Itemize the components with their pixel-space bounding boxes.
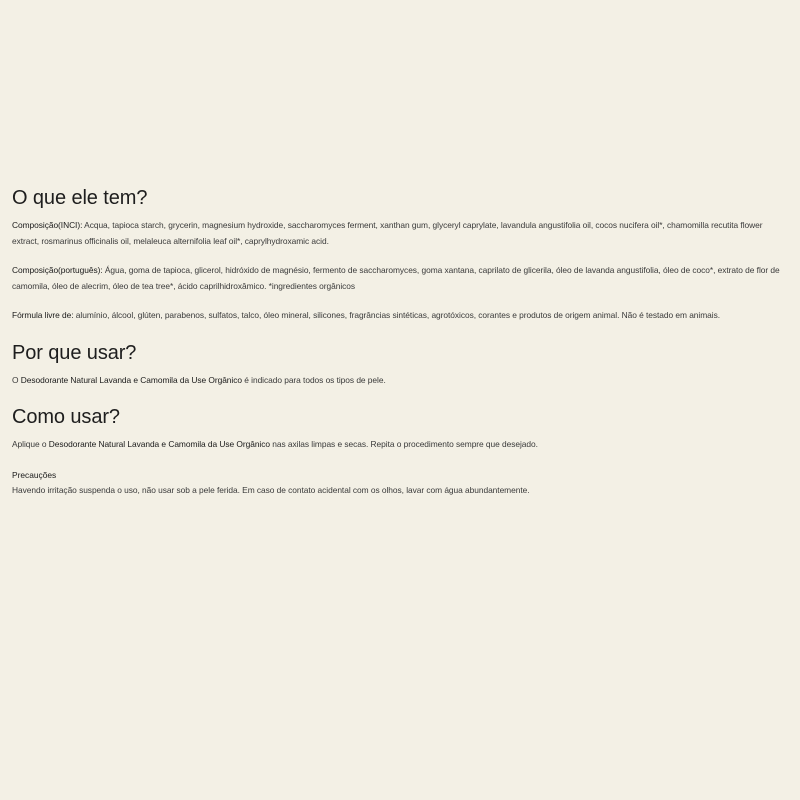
- precautions-title: Precauções: [12, 469, 57, 480]
- heading-what-it-has: O que ele tem?: [12, 187, 148, 209]
- composition-portuguese: [12, 263, 784, 294]
- free-formula-text: alumínio, álcool, glúten, parabenos, sulfatos, talco, óleo mineral, silicones, fragrâncias sintéticas, agrotóxicos, corantes e produtos de origem animal. Não é testado em animais.: [73, 310, 720, 320]
- why-use-suffix: é indicado para todos os tipos de pele.: [241, 374, 386, 385]
- composition-portuguese-text: Água, goma de tapioca, glicerol, hidróxido de magnésio, fermento de saccharomyces, goma xantana, caprilato de glicerila, óleo de lavanda angustifolia, óleo de coco*, extrato de flor de camomila, óleo de alecrim, óleo de tea tree*, ácido caprilhidroxâmico. *ingredientes orgânicos: [12, 265, 780, 291]
- how-to-use-prefix: Aplique o: [12, 439, 49, 449]
- why-use-text: [12, 373, 784, 389]
- how-to-use-text: [12, 437, 784, 453]
- free-formula: [12, 308, 784, 324]
- composition-inci: [12, 218, 784, 249]
- why-use-product-name: Desodorante Natural Lavanda e Camomila da Use Orgânico: [20, 374, 242, 385]
- heading-how-to-use: Como usar?: [12, 406, 120, 428]
- why-use-prefix: O: [12, 374, 21, 385]
- heading-why-use: Por que usar?: [12, 341, 137, 364]
- section-what-it-has: [12, 185, 784, 324]
- free-formula-label: Fórmula livre de:: [12, 310, 74, 320]
- how-to-use-suffix: nas axilas limpas e secas. Repita o procedimento sempre que desejado.: [270, 439, 538, 449]
- composition-inci-label: Composição(INCI):: [12, 220, 83, 230]
- composition-inci-text: Acqua, tapioca starch, grycerin, magnesium hydroxide, saccharomyces ferment, xanthan gum, glyceryl caprylate, lavandula angustifolia oil, cocos nucifera oil*, chamomilla recutita flower extract, rosmarinus officinalis oil, melaleuca alternifolia leaf oil*, caprylhydroxamic acid.: [12, 220, 763, 246]
- section-how-to-use: [12, 404, 784, 498]
- how-to-use-product-name: Desodorante Natural Lavanda e Camomila da Use Orgânico: [48, 439, 270, 449]
- section-why-use: [12, 340, 784, 389]
- precautions-text: Havendo irritação suspenda o uso, não usar sob a pele ferida. Em caso de contato acidental com os olhos, lavar com água abundantemente.: [12, 484, 530, 495]
- composition-portuguese-label: Composição(português):: [12, 265, 103, 275]
